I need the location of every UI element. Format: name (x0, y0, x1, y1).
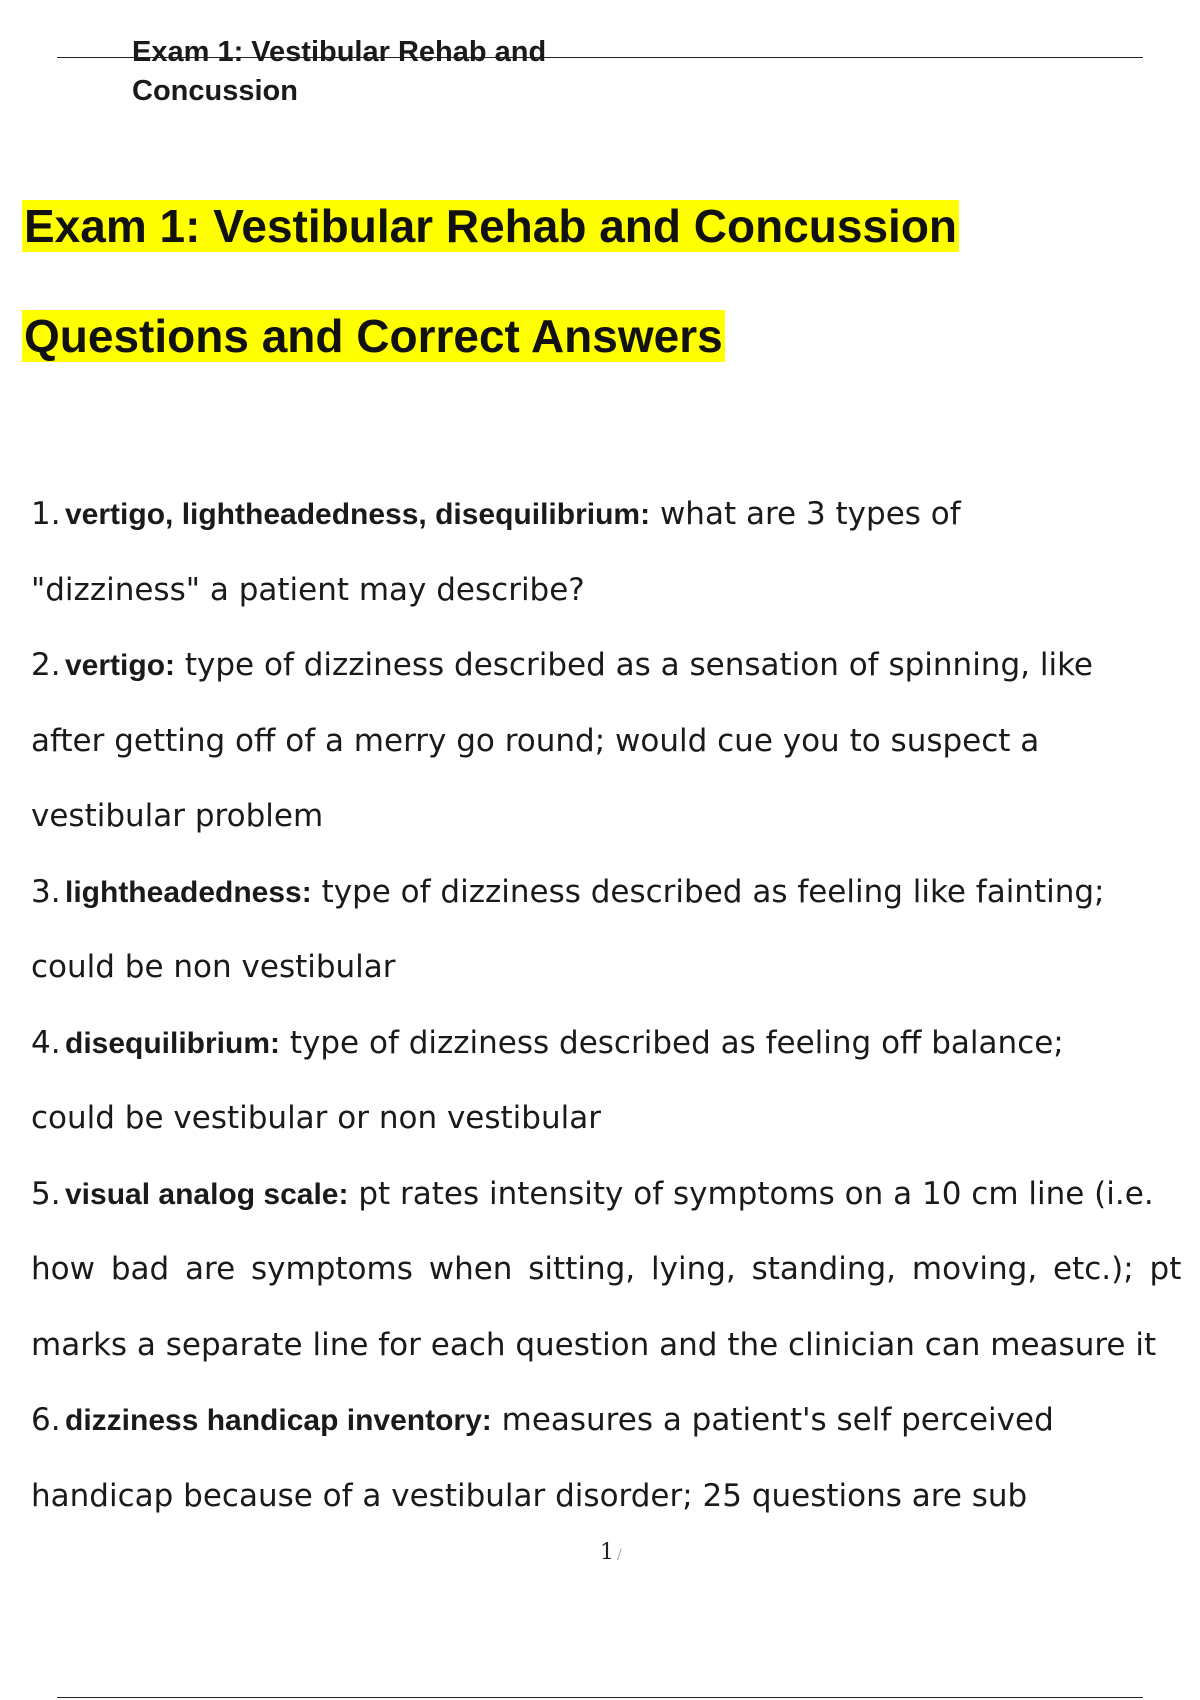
running-header (132, 33, 692, 111)
footer-rule (57, 1697, 1143, 1698)
qa-term: disequilibrium: (65, 1026, 281, 1060)
qa-answer-line: vestibular problem (31, 798, 324, 834)
qa-answer-line: type of dizziness described as feeling like fainting; (311, 873, 1105, 910)
qa-item-5 (31, 1157, 1200, 1384)
qa-item-3 (31, 855, 1200, 1006)
qa-answer-line: marks a separate line for each question and the clinician can measure it (31, 1326, 1157, 1363)
running-header-line-2: Concussion (132, 75, 298, 107)
qa-item-1 (31, 477, 1200, 628)
qa-number: 1. (31, 496, 61, 532)
qa-answer-line: type of dizziness described as feeling off balance; (280, 1024, 1064, 1061)
qa-number: 2. (31, 647, 61, 683)
qa-term: vertigo: (65, 649, 176, 682)
qa-item-6 (31, 1383, 1200, 1534)
qa-number: 6. (31, 1402, 61, 1438)
qa-answer-line: could be non vestibular (31, 949, 396, 985)
qa-answer-line: type of dizziness described as a sensation of spinning, like (175, 647, 1093, 683)
qa-item-4 (31, 1006, 1200, 1157)
running-header-line-1: Exam 1: Vestibular Rehab and (132, 36, 547, 68)
qa-term: visual analog scale: (65, 1177, 349, 1211)
qa-number: 4. (31, 1024, 61, 1061)
qa-answer-line: how bad are symptoms when sitting, lying, standing, moving, etc.); pt (31, 1251, 1182, 1287)
qa-answer-line: could be vestibular or non vestibular (31, 1100, 601, 1136)
qa-term: dizziness handicap inventory: (65, 1404, 492, 1437)
qa-number: 5. (31, 1175, 61, 1212)
qa-answer-line: handicap because of a vestibular disorder; 25 questions are sub (31, 1477, 1028, 1514)
qa-answer-line: measures a patient's self perceived (491, 1402, 1054, 1438)
qa-term: lightheadedness: (65, 875, 312, 909)
document-subtitle (22, 308, 725, 364)
qa-answer-line: after getting off of a merry go round; would cue you to suspect a (31, 722, 1040, 759)
qa-answer-line: what are 3 types of (650, 496, 961, 532)
document-title-line-2: Questions and Correct Answers (24, 310, 723, 362)
question-answer-list (31, 477, 1200, 1534)
qa-item-2 (31, 628, 1200, 855)
qa-answer-line: pt rates intensity of symptoms on a 10 cm line (i.e. (348, 1175, 1154, 1212)
page-number-separator: / (617, 1547, 622, 1563)
qa-answer-line: "dizziness" a patient may describe? (31, 571, 585, 608)
document-title-line-1: Exam 1: Vestibular Rehab and Concussion (24, 200, 958, 252)
page-number (600, 1540, 622, 1565)
qa-number: 3. (31, 873, 61, 910)
qa-term: vertigo, lightheadedness, disequilibrium: (65, 498, 651, 531)
document-title (22, 198, 959, 254)
page-number-value: 1 (600, 1540, 614, 1565)
